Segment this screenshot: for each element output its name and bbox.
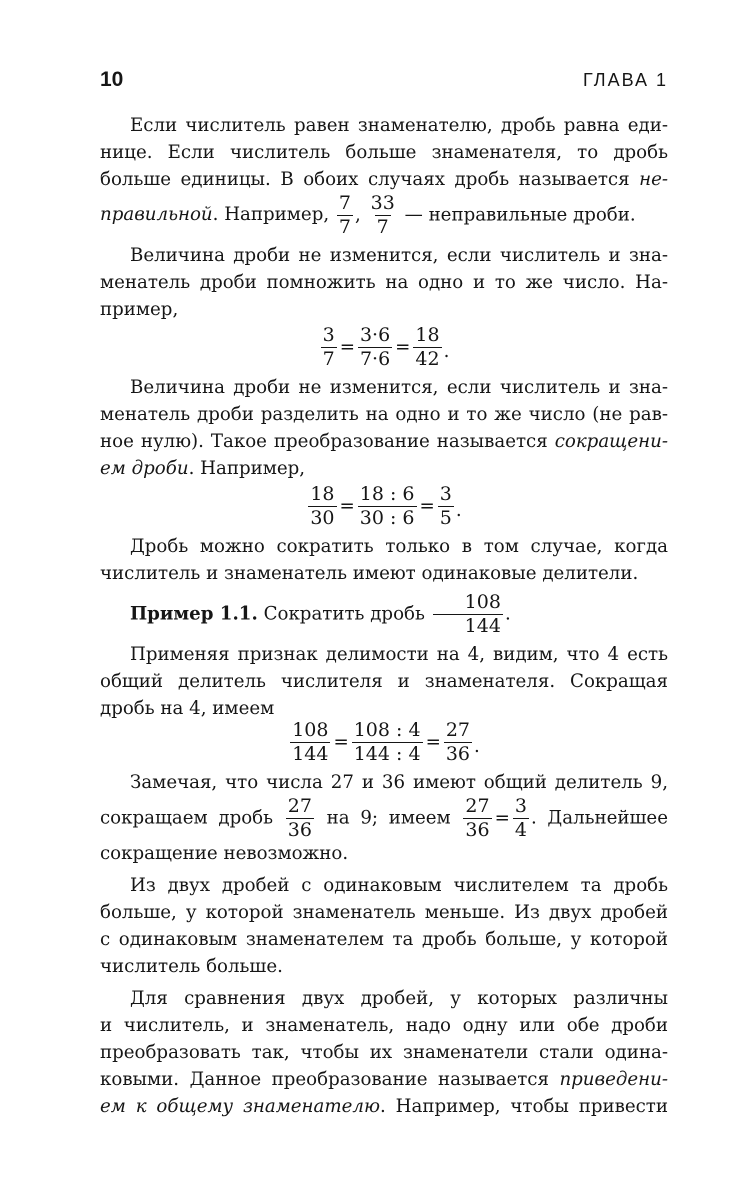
period: . (474, 736, 480, 758)
text: . Например, чтобы привести (379, 1096, 668, 1118)
paragraph-5-line-3: дробь на 4, имеем (100, 698, 275, 720)
fraction (413, 325, 441, 369)
italic-term: правильной (100, 204, 213, 226)
fraction-7-7 (337, 193, 353, 237)
italic-term: ем к общему знаменателю (100, 1096, 380, 1118)
fraction (463, 796, 491, 840)
fraction (358, 325, 392, 369)
numerator: 33 (370, 192, 395, 214)
italic-term: ем дроби (100, 458, 189, 480)
fraction (358, 484, 417, 528)
denominator: 144 : 4 (353, 742, 421, 765)
numerator: 108 (464, 591, 501, 614)
paragraph-1-line-4 (100, 193, 668, 237)
equals-sign: = (425, 731, 441, 753)
page-body (100, 112, 668, 1120)
denominator: 5 (439, 506, 452, 529)
paragraph-5-line-2: общий делитель числителя и знаменателя. Сокращая (100, 671, 668, 693)
numerator: 3 (439, 483, 452, 506)
page-number: 10 (100, 68, 124, 91)
paragraph-8-line-2: и числитель, и знаменатель, надо одну или обе дроби (100, 1015, 668, 1037)
example-label: Пример 1.1. (130, 603, 258, 625)
paragraph-7-line-2: больше, у которой знаменатель меньше. Из двух дробей (100, 902, 668, 924)
fraction (444, 720, 472, 764)
equation-1 (100, 325, 668, 369)
text: ковыми. Данное преобразование называется (100, 1069, 549, 1091)
text: на 9; имеем (326, 807, 451, 829)
paragraph-5-line-1: Применяя признак делимости на 4, видим, что 4 есть (130, 644, 668, 666)
denominator: 36 (287, 818, 312, 841)
paragraph-8-line-5 (100, 1093, 668, 1120)
text: ное нулю). Такое преобразование называется (100, 431, 548, 453)
fraction (352, 720, 423, 764)
paragraph-8-line-3: преобразовать так, чтобы их знаменатели стали одина- (100, 1042, 668, 1064)
denominator: 144 (433, 614, 503, 637)
equals-sign: = (339, 495, 355, 517)
equals-sign: = (419, 495, 435, 517)
numerator: 7 (338, 192, 352, 214)
italic-term: сокращени- (554, 431, 668, 453)
text: — неправильные дроби. (404, 204, 636, 226)
fraction (321, 325, 337, 369)
equals-sign: = (494, 807, 510, 829)
paragraph-6-line-3: сокращение невозможно. (100, 843, 349, 865)
paragraph-4-line-1: Дробь можно сократить только в том случае, когда (130, 536, 668, 558)
paragraph-6-line-1: Замечая, что числа 27 и 36 имеют общий делитель 9, (130, 772, 668, 794)
denominator: 36 (445, 742, 470, 765)
numerator: 108 : 4 (353, 719, 421, 742)
paragraph-3-line-3 (100, 428, 668, 455)
numerator: 27 (445, 719, 470, 742)
period: . (504, 603, 511, 625)
text: . Например, (212, 204, 330, 226)
denominator: 42 (415, 347, 440, 370)
text: сокращаем дробь (100, 807, 274, 829)
numerator: 18 (415, 324, 440, 347)
paragraph-6-line-2 (100, 796, 668, 840)
denominator: 144 (292, 742, 329, 765)
denominator: 36 (465, 818, 490, 841)
denominator: 30 (310, 506, 335, 529)
paragraph-2-line-2: менатель дроби помножить на одно и то же число. На- (100, 272, 668, 294)
paragraph-3-line-4 (100, 455, 668, 482)
paragraph-7-line-4: числитель больше. (100, 956, 283, 978)
period: . (443, 341, 450, 363)
denominator: 7 (338, 215, 352, 238)
paragraph-7-line-3: с одинаковым знаменателем та дробь больше, у которой (100, 929, 668, 951)
paragraph-1-line-1: Если числитель равен знаменателю, дробь равна еди- (130, 115, 668, 136)
paragraph-3-line-2: менатель дроби разделить на одно и то же число (не рав- (100, 404, 668, 426)
equals-sign: = (333, 731, 349, 753)
paragraph-3-line-1: Величина дроби не изменится, если числитель и зна- (130, 377, 668, 399)
fraction-33-7 (369, 193, 397, 237)
numerator: 27 (287, 795, 312, 818)
fraction (290, 720, 330, 764)
italic-term: не- (639, 169, 668, 190)
numerator: 18 : 6 (359, 483, 415, 506)
equals-sign: = (339, 336, 355, 358)
denominator: 30 : 6 (359, 506, 415, 529)
paragraph-7-line-1: Из двух дробей с одинаковым числителем та дробь (130, 875, 668, 897)
numerator: 3 (514, 795, 527, 818)
paragraph-1-line-2: нице. Если числитель больше знаменателя, то дробь (100, 142, 668, 163)
text: больше единицы. В обоих случаях дробь называется (100, 169, 630, 190)
paragraph-4-line-2: числитель и знаменатель имеют одинаковые делители. (100, 563, 639, 585)
chapter-header: ГЛАВА 1 (583, 70, 668, 90)
numerator: 3 (322, 324, 335, 347)
period: . (455, 500, 462, 522)
denominator: 7 (322, 347, 335, 370)
paragraph-2-line-3: пример, (100, 299, 179, 321)
equals-sign: = (395, 336, 411, 358)
paragraph-8-line-4 (100, 1066, 668, 1093)
text: . Например, (188, 458, 306, 480)
text: . Дальнейшее (530, 807, 668, 829)
paragraph-2-line-1: Величина дроби не изменится, если числитель и зна- (130, 245, 668, 267)
denominator: 4 (514, 818, 527, 841)
fraction-108-144 (433, 592, 503, 636)
text: Сократить дробь (263, 603, 425, 625)
denominator: 7 (376, 215, 389, 238)
numerator: 108 (292, 719, 329, 742)
fraction (438, 484, 454, 528)
paragraph-8-line-1: Для сравнения двух дробей, у которых различны (130, 988, 668, 1010)
fraction (308, 484, 336, 528)
fraction (286, 796, 314, 840)
fraction (513, 796, 529, 840)
equation-2 (100, 484, 668, 528)
example-heading (100, 592, 668, 636)
italic-term: приведени- (559, 1069, 668, 1091)
numerator: 18 (310, 483, 335, 506)
comma: , (355, 204, 361, 226)
denominator: 7·6 (359, 347, 391, 370)
paragraph-1-line-3 (100, 166, 668, 193)
numerator: 27 (465, 795, 490, 818)
numerator: 3·6 (359, 324, 391, 347)
equation-3 (100, 720, 668, 764)
